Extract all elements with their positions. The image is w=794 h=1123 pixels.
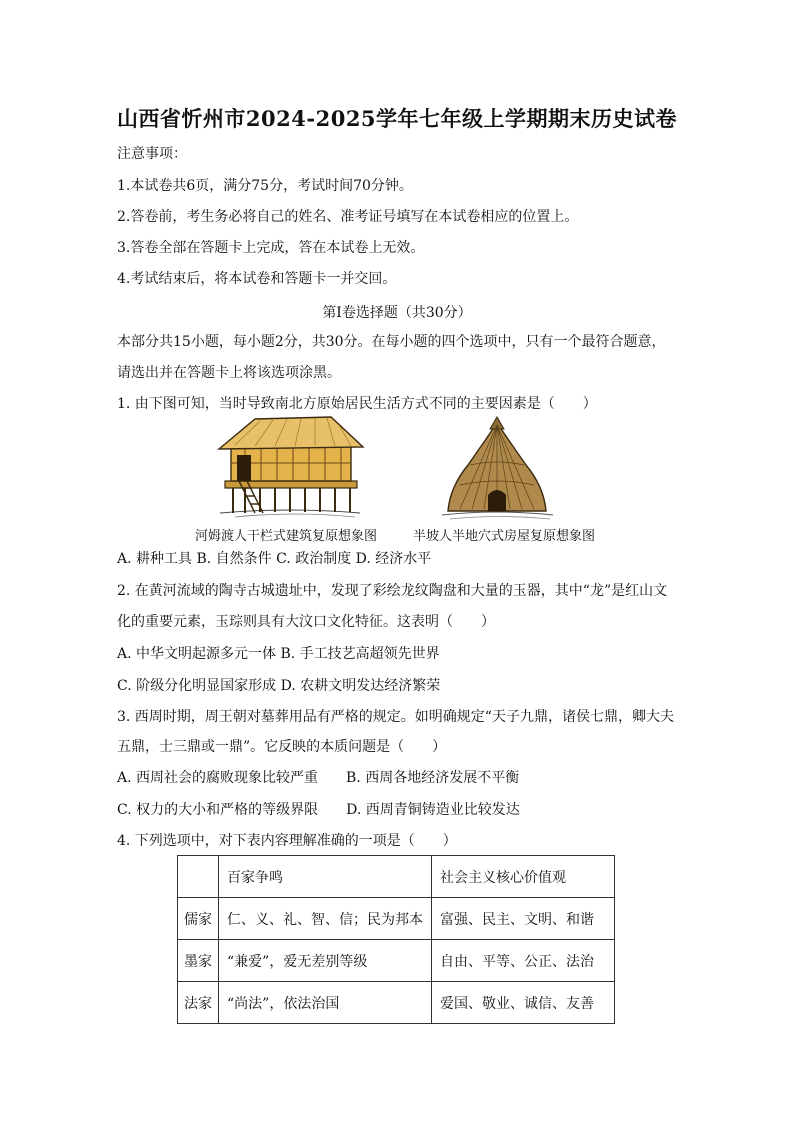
semi-subterranean-house-image — [440, 415, 555, 525]
notice-item: 3.答卷全部在答题卡上完成，答在本试卷上无效。 — [117, 240, 425, 256]
table-header-cell: 社会主义核心价值观 — [432, 856, 615, 898]
question-2-options: C. 阶级分化明显国家形成 D. 农耕文明发达经济繁荣 — [117, 678, 441, 694]
table-cell: “兼爱”，爱无差别等级 — [219, 940, 432, 982]
notice-heading: 注意事项： — [117, 146, 187, 162]
section-intro: 本部分共15小题，每小题2分，共30分。在每小题的四个选项中，只有一个最符合题意， — [117, 334, 666, 350]
page-title: 山西省忻州市2024-2025学年七年级上学期期末历史试卷 — [116, 106, 678, 131]
question-4-stem: 4. 下列选项中，对下表内容理解准确的一项是（ ） — [117, 833, 457, 849]
table-row — [178, 898, 615, 940]
notice-item: 4.考试结束后，将本试卷和答题卡一并交回。 — [117, 271, 397, 287]
table-cell: 富强、民主、文明、和谐 — [432, 898, 615, 940]
section-intro: 请选出并在答题卡上将该选项涂黑。 — [117, 365, 341, 381]
section-heading: 第Ⅰ卷选择题（共30分） — [322, 305, 472, 321]
question-3-stem: 3. 西周时期，周王朝对墓葬用品有严格的规定。如明确规定“天子九鼎，诸侯七鼎，卿大夫 — [117, 709, 674, 725]
table-row — [178, 982, 615, 1024]
figure-caption-left: 河姆渡人干栏式建筑复原想象图 — [195, 529, 378, 544]
question-1-stem: 1. 由下图可知，当时导致南北方原始居民生活方式不同的主要因素是（ ） — [117, 396, 597, 412]
comparison-table — [177, 855, 615, 1024]
table-header-row — [178, 856, 615, 898]
table-header-cell: 百家争鸣 — [219, 856, 432, 898]
figure-caption-right: 半坡人半地穴式房屋复原想象图 — [413, 529, 596, 544]
notice-item: 1.本试卷共6页，满分75分，考试时间70分钟。 — [117, 178, 413, 194]
table-row — [178, 940, 615, 982]
stilt-house-image — [215, 415, 365, 520]
question-2-stem: 2. 在黄河流域的陶寺古城遗址中，发现了彩绘龙纹陶盘和大量的玉器，其中“龙”是红山文 — [117, 583, 668, 599]
table-cell — [178, 856, 219, 898]
question-3-options: C. 权力的大小和严格的等级界限 D. 西周青铜铸造业比较发达 — [117, 802, 520, 818]
table-cell: 儒家 — [178, 898, 219, 940]
question-3-stem: 五鼎，士三鼎或一鼎”。它反映的本质问题是（ ） — [117, 739, 447, 755]
question-2-stem: 化的重要元素，玉琮则具有大汶口文化特征。这表明（ ） — [117, 614, 495, 630]
table-cell: “尚法”，依法治国 — [219, 982, 432, 1024]
question-1-options: A. 耕种工具 B. 自然条件 C. 政治制度 D. 经济水平 — [117, 551, 432, 567]
notice-item: 2.答卷前，考生务必将自己的姓名、准考证号填写在本试卷相应的位置上。 — [117, 209, 579, 225]
table-cell: 墨家 — [178, 940, 219, 982]
table-cell: 爱国、敬业、诚信、友善 — [432, 982, 615, 1024]
table-cell: 自由、平等、公正、法治 — [432, 940, 615, 982]
table-cell: 法家 — [178, 982, 219, 1024]
table-cell: 仁、义、礼、智、信；民为邦本 — [219, 898, 432, 940]
question-2-options: A. 中华文明起源多元一体 B. 手工技艺高超领先世界 — [117, 646, 440, 662]
question-3-options: A. 西周社会的腐败现象比较严重 B. 西周各地经济发展不平衡 — [117, 770, 520, 786]
